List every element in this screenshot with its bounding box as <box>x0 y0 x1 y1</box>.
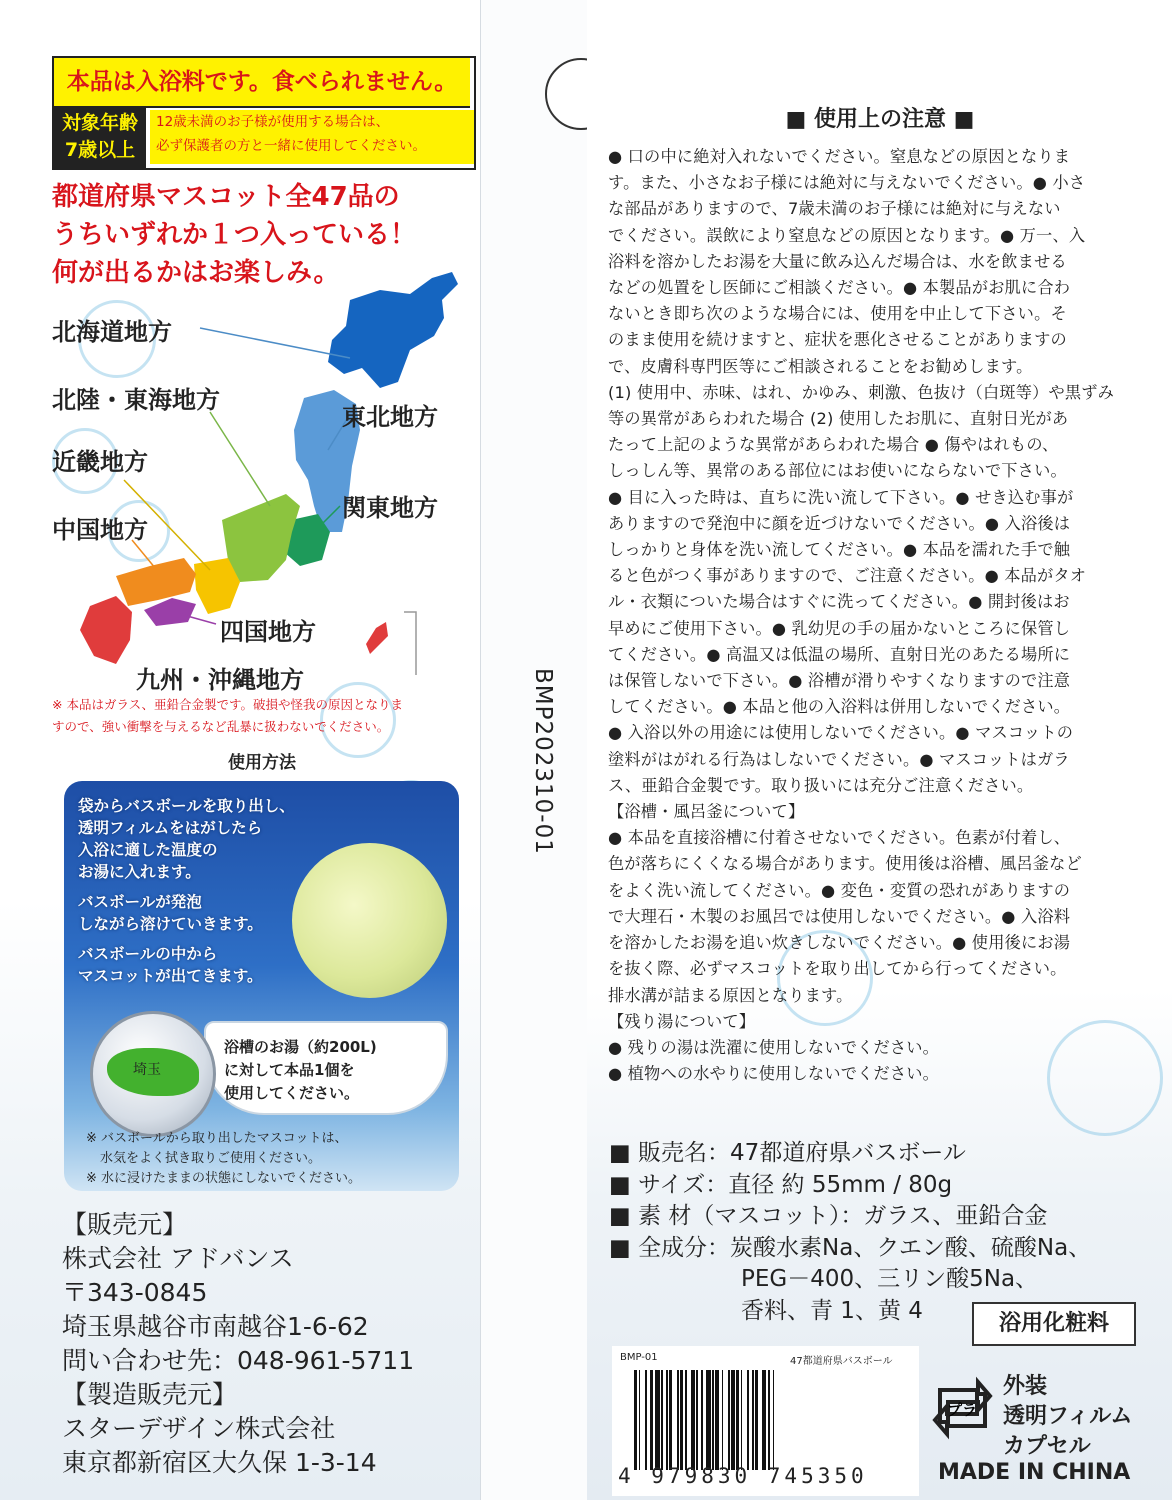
map-chugoku <box>116 558 196 606</box>
map-chubu <box>222 494 300 582</box>
caution-line: ● 口の中に絶対入れないでください。窒息などの原因となりま <box>608 147 1071 166</box>
spec-key <box>609 1296 741 1328</box>
barcode-bars <box>634 1370 904 1470</box>
caution-line: 塗料がはがれる行為はしないでください。● マスコットはガラ <box>608 749 1070 769</box>
caution-line: 排水溝が詰まる原因となります。 <box>608 985 853 1005</box>
spec-row <box>609 1138 1164 1170</box>
howto-step-1 <box>78 795 295 883</box>
map-kyushu <box>80 596 132 664</box>
caution-line: 【浴槽・風呂釜について】 <box>608 802 805 822</box>
caution-line: で大理石・木製のお風呂では使用しないでください。● 入浴料 <box>608 906 1071 926</box>
spec-value: 香料、青 1、黄 4 <box>741 1297 923 1324</box>
spec-value: PEG－400、三リン酸5Na、 <box>741 1266 1039 1292</box>
manufacturer-heading: 【製造販売元】 <box>62 1380 238 1409</box>
caution-line: でください。誤飲により窒息などの原因となります。● 万一、入 <box>608 225 1086 245</box>
howto-step-line: マスコットが出てきます。 <box>78 967 263 985</box>
caution-line: しっしん等、異常のある部位にはお使いにならないで下さい。 <box>608 461 1067 481</box>
caution-line: ● 植物への水やりに使用しないでください。 <box>608 1064 940 1084</box>
headline-line: うちいずれか１つ入っている！ <box>52 220 417 250</box>
caution-line: を抜く際、必ずマスコットを取り出してから行ってください。 <box>608 959 1067 979</box>
region-kyushu-okinawa: 九州・沖縄地方 <box>136 666 304 694</box>
caution-line: で、皮膚科専門医等にご相談されることをお勧めします。 <box>608 356 1033 376</box>
howto-illustration <box>64 781 459 1191</box>
region-tohoku: 東北地方 <box>342 403 438 431</box>
spec-key: ■ 素 材（マスコット）： <box>609 1203 864 1229</box>
product-spec <box>609 1138 1164 1327</box>
howto-step-line: バスボールが発泡 <box>78 893 202 911</box>
spec-value: ガラス、亜鉛合金 <box>863 1203 1048 1229</box>
caution-body <box>608 144 1140 1087</box>
caution-line: 浴料を溶かしたお湯を大量に飲み込んだ場合は、水を飲ませる <box>608 251 1067 271</box>
recycle-parts <box>1003 1372 1153 1462</box>
manufacturer-company: スターデザイン株式会社 <box>62 1414 336 1443</box>
spec-key: ■ 販売名： <box>609 1140 731 1166</box>
spec-key <box>609 1264 741 1296</box>
barcode-bar <box>774 1370 776 1470</box>
target-age-label <box>54 108 146 168</box>
okinawa-inset-frame <box>404 612 416 675</box>
seller-phone: 問い合わせ先：048-961-5711 <box>62 1346 415 1375</box>
howto-note-line: ※ バスボールから取り出したマスコットは、 <box>86 1131 348 1146</box>
spec-row <box>609 1264 1164 1296</box>
recycle-line: カプセル <box>1003 1434 1091 1459</box>
pla-symbol-text: プラ <box>946 1401 978 1419</box>
caution-title: ■ 使用上の注意 ■ <box>785 107 975 132</box>
leader-line <box>210 412 270 506</box>
recycle-line: 外装 <box>1003 1374 1048 1399</box>
age-note-line: 必ず保護者の方と一緒に使用してください。 <box>156 138 426 154</box>
leader-line <box>200 328 350 358</box>
region-chugoku: 中国地方 <box>52 516 148 544</box>
spec-key: ■ サイズ： <box>609 1171 729 1198</box>
map-shikoku <box>144 598 196 626</box>
caution-line: たって上記のような異常があらわれた場合 ● 傷やはれもの、 <box>608 435 1059 455</box>
caution-line: 色が落ちにくくなる場合があります。使用後は浴槽、風呂釜など <box>608 854 1082 874</box>
pla-recycle-icon <box>930 1376 995 1440</box>
caution-line: (1) 使用中、赤味、はれ、かゆみ、刺激、色抜け（白斑等）や黒ずみ <box>608 382 1115 402</box>
seller-company: 株式会社 アドバンス <box>62 1244 294 1273</box>
howto-step-line: お湯に入れます。 <box>78 863 201 881</box>
caution-line: のまま使用を続けますと、症状を悪化させることがありますの <box>608 330 1067 350</box>
mascot-image <box>90 1011 216 1137</box>
caution-line: してください。● 本品と他の入浴料は併用しないでください。 <box>608 697 1071 717</box>
map-hokkaido <box>328 272 458 388</box>
howto-title: 使用方法 <box>228 753 296 773</box>
caution-line: しっかりと身体を洗い流してください。● 本品を濡れた手で触 <box>608 540 1071 560</box>
region-hokuriku-tokai: 北陸・東海地方 <box>52 386 220 414</box>
howto-step-line: 袋からバスボールを取り出し、 <box>78 797 295 815</box>
map-okinawa <box>366 622 388 654</box>
barcode-product-name: 47都道府県バスボール <box>790 1356 893 1367</box>
bath-ball-image <box>292 843 447 998</box>
not-food-warning: 本品は入浴料です。食べられません。 <box>54 58 470 108</box>
seller-address: 埼玉県越谷市南越谷1-6-62 <box>62 1312 369 1341</box>
headline-line: 何が出るかはお楽しみ。 <box>52 258 340 288</box>
howto-notes <box>86 1129 456 1189</box>
glass-caution-line: ※ 本品はガラス、亜鉛合金製です。破損や怪我の原因となりま <box>52 697 403 712</box>
glass-caution <box>52 694 477 738</box>
headline-line: 都道府県マスコット全47品の <box>52 182 400 212</box>
recycle-line: 透明フィルム <box>1003 1404 1133 1429</box>
tub-usage-text <box>224 1036 424 1105</box>
tub-line: 浴槽のお湯（約200L) <box>224 1038 377 1056</box>
spec-value: 炭酸水素Na、クエン酸、硫酸Na、 <box>730 1234 1092 1261</box>
mascot-label: 埼玉 <box>133 1062 161 1078</box>
howto-step-3 <box>78 943 262 987</box>
spec-key: ■ 全成分： <box>609 1234 731 1261</box>
caution-line: ありますので発泡中に顔を近づけないでください。● 入浴後は <box>608 513 1071 533</box>
howto-step-line: 透明フィルムをはがしたら <box>78 819 263 837</box>
caution-line: をよく洗い流してください。● 変色・変質の恐れがありますの <box>608 880 1071 900</box>
seller-heading: 【販売元】 <box>62 1210 188 1239</box>
region-hokkaido: 北海道地方 <box>52 318 172 346</box>
howto-step-line: 入浴に適した温度の <box>78 841 218 859</box>
lot-code-text: BMP202310-01 <box>530 668 556 855</box>
caution-line: 【残り湯について】 <box>608 1011 756 1031</box>
region-shikoku: 四国地方 <box>220 618 316 646</box>
tub-line: 使用してください。 <box>224 1084 360 1102</box>
spec-row <box>609 1170 1164 1202</box>
glass-caution-line: すので、強い衝撃を与えるなど乱暴に扱わないでください。 <box>52 719 390 734</box>
caution-line: ● 残りの湯は洗濯に使用しないでください。 <box>608 1037 940 1057</box>
age-note-line: 12歳未満のお子様が使用する場合は、 <box>156 114 390 130</box>
spec-value: 47都道府県バスボール <box>730 1140 966 1166</box>
region-kinki: 近畿地方 <box>52 448 148 476</box>
caution-line: ● 入浴以外の用途には使用しないでください。● マスコットの <box>608 723 1074 743</box>
caution-line: な部品がありますので、7歳未満のお子様には絶対に与えない <box>608 199 1061 219</box>
howto-step-2 <box>78 891 263 935</box>
target-age-line: 対象年齢 <box>61 112 138 134</box>
caution-line: ル・衣類についた場合はすぐに洗ってください。● 開封後はお <box>608 592 1070 612</box>
howto-step-line: しながら溶けていきます。 <box>78 915 263 933</box>
spec-value: 直径 約 55mm / 80g <box>728 1171 953 1198</box>
caution-line: てください。● 高温又は低温の場所、直射日光のあたる場所に <box>608 644 1071 664</box>
howto-step-line: バスボールの中から <box>78 945 218 963</box>
barcode-product-code: BMP-01 <box>620 1352 658 1363</box>
howto-note-line: 水気をよく拭き取りご使用ください。 <box>100 1151 322 1166</box>
caution-line: 早めにご使用下さい。● 乳幼児の手の届かないところに保管し <box>608 618 1071 638</box>
age-guardian-note <box>150 110 474 164</box>
seller-postal: 〒343-0845 <box>62 1278 208 1307</box>
seller-info <box>62 1208 462 1480</box>
lot-code <box>520 668 560 888</box>
made-in-label: MADE IN CHINA <box>938 1460 1131 1485</box>
howto-note-line: ※ 水に浸けたままの状態にしないでください。 <box>86 1171 362 1186</box>
front-panel <box>0 0 480 1500</box>
cosmetic-label: 浴用化粧料 <box>972 1302 1136 1346</box>
warning-box <box>52 56 476 170</box>
caution-line: は保管しないで下さい。● 浴槽が滑りやすくなりますので注意 <box>608 671 1071 691</box>
caution-line: を溶かしたお湯を追い炊きしないでください。● 使用後にお湯 <box>608 933 1071 953</box>
barcode-panel <box>612 1346 919 1496</box>
caution-line: ス、亜鉛合金製です。取り扱いには充分ご注意ください。 <box>608 775 1034 795</box>
barcode-number: 4 979830 745350 <box>618 1464 868 1488</box>
spec-row <box>609 1233 1164 1265</box>
tub-line: に対して本品1個を <box>224 1061 355 1079</box>
caution-line: ● 本品を直接浴槽に付着させないでください。色素が付着し、 <box>608 828 1071 848</box>
caution-line: などの処置をし医師にご相談ください。● 本製品がお肌に合わ <box>608 278 1071 298</box>
manufacturer-address: 東京都新宿区大久保 1-3-14 <box>62 1448 377 1477</box>
caution-line: ● 目に入った時は、直ちに洗い流して下さい。● せき込む事が <box>608 487 1074 507</box>
target-age-value: 7歳以上 <box>64 139 136 161</box>
spec-row <box>609 1201 1164 1233</box>
caution-line: す。また、小さなお子様には絶対に与えないでください。● 小さ <box>608 173 1086 193</box>
caution-line: 等の異常があらわれた場合 (2) 使用したお肌に、直射日光があ <box>608 409 1069 429</box>
caution-line: ると色がつく事がありますので、ご注意ください。● 本品がタオ <box>608 566 1087 586</box>
caution-line: ないとき即ち次のような場合には、使用を中止して下さい。そ <box>608 304 1067 324</box>
region-kanto: 関東地方 <box>342 494 438 522</box>
